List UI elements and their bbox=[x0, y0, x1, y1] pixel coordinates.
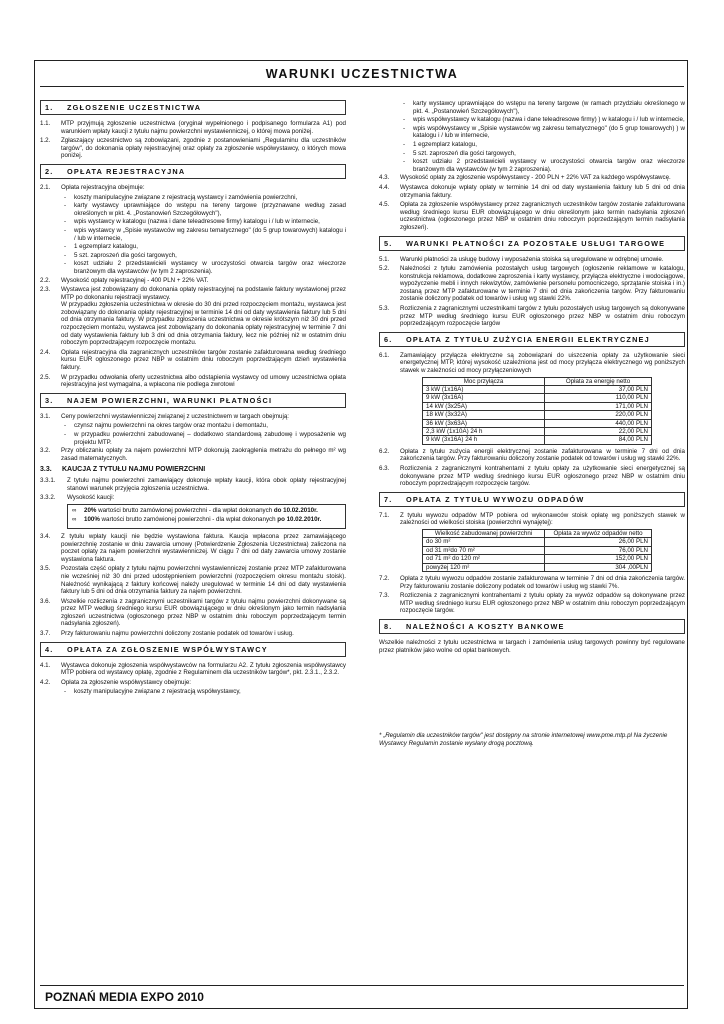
table-row bbox=[423, 394, 652, 402]
section-heading-1: 1. ZGŁOSZENIE UCZESTNICTWA bbox=[40, 100, 346, 115]
paragraph-7-2: 7.2. Opłata z tytułu wywozu odpadów zostanie zafakturowana w terminie 7 dni od dnia zakończenia targów. Przy fakturowaniu zostanie doliczony podatek od towarów i usług wg stawki 7%. bbox=[379, 575, 685, 590]
list-item: - wpis współwystawcy w katalogu (nazwa i dane teleadresowe firmy) ) w katalogu i / lub w internecie, bbox=[403, 116, 685, 124]
table-header-row bbox=[423, 377, 652, 385]
table-cell: 84,00 PLN bbox=[545, 436, 652, 444]
energy-table-body bbox=[423, 386, 652, 445]
table-row bbox=[423, 402, 652, 410]
footnote: * „Regulamin dla uczestników targów" jest dostępny na stronie internetowej www.pme.mtp.pl Na życzenie Wystawcy Regulamin zostanie wysłany drogą pocztową. bbox=[379, 732, 668, 747]
paragraph-2-3: 2.3. Wystawca jest zobowiązany do dokonania opłaty rejestracyjnej na podstawie faktury wystawionej przez MTP po dokonaniu rejestracji wystawcy. W przypadku zgłoszenia uczestnictwa w okresie do 30 dni przed rozpoczęciem montażu, wystawca jest zobowiązany do dokonania opłaty rejestracyjnej w terminie 14 dni od daty wystawienia faktury lub 5 dni od dnia otrzymania faktury. W przypadku zgłoszenia uczestnictwa w okresie krótszym niż 30 dni przed rozpoczęciem montażu, wystawca jest zobowiązany do dokonania opłaty rejestracyjnej w terminie 7 dni od daty wystawienia faktury lub 3 dni od dnia otrzymania faktury, lecz nie później niż w ostatnim dniu roboczym poprzedzającym rozpoczęcie montażu. bbox=[40, 286, 346, 347]
infinity-bullet-icon: ∞ bbox=[72, 506, 77, 514]
table-cell: do 30 m² bbox=[423, 538, 545, 546]
table-header: Wielkość zabudowanej powierzchni bbox=[423, 530, 545, 538]
paragraph-3-4: 3.4. Z tytułu wpłaty kaucji nie będzie wystawiona faktura. Kaucja wpłacona przez zamawiającego powierzchnię zostanie w dniu zawarcia umowy (Potwierdzenie Zgłoszenia Uczestnictwa) zaliczona na poczet opłaty za najem powierzchni wystawienniczej. W ciągu 7 dni od daty zawarcia umowy zostanie wystawiona faktura. bbox=[40, 532, 346, 563]
footer-title: POZNAŃ MEDIA EXPO 2010 bbox=[45, 990, 204, 1004]
table-cell: 9 kW (3x16A) 24 h bbox=[423, 436, 545, 444]
list-item: - 5 szt. zaproszeń dla gości targowych, bbox=[64, 251, 177, 259]
table-cell: 14 kW (3x25A) bbox=[423, 402, 545, 410]
table-row bbox=[423, 538, 652, 546]
table-header: Opłata za wywóz odpadów netto bbox=[545, 530, 652, 538]
table-header-row bbox=[423, 530, 652, 538]
section-heading-7: 7. OPŁATA Z TYTUŁU WYWOZU ODPADÓW bbox=[379, 492, 685, 507]
waste-fee-table bbox=[422, 529, 652, 572]
list-item: - koszty manipulacyjne związane z rejestracją współwystawcy, bbox=[64, 688, 241, 696]
table-cell: od 71 m² do 120 m² bbox=[423, 555, 545, 563]
paragraph-3-2: 3.2. Przy obliczaniu opłaty za najem powierzchni MTP dokonują zaokrąglenia metrażu do pełnego m² wg zasad matematycznych. bbox=[40, 447, 346, 462]
table-row bbox=[423, 428, 652, 436]
paragraph-3-6: 3.6. Wszelkie rozliczenia z zagranicznymi uczestnikami targów z tytułu najmu powierzchni dokonywane są przez MTP według średniego kursu EUR obowiązującego w dniu określonym jako termin nadsyłania zgłoszeń uczestnictwa (ogłoszonego przez NBP w ostatnim dniu roboczym poprzedzającym termin nadsyłania zgłoszeń). bbox=[40, 597, 346, 628]
table-cell: 76,00 PLN bbox=[545, 546, 652, 554]
table-cell: 18 kW (3x32A) bbox=[423, 411, 545, 419]
table-header: Moc przyłącza bbox=[423, 377, 545, 385]
list-item: - 1 egzemplarz katalogu, bbox=[64, 243, 138, 251]
paragraph-2-1: 2.1. Opłata rejestracyjna obejmuje: bbox=[40, 183, 145, 191]
right-column bbox=[379, 100, 685, 747]
deposit-row: ∞ 20% wartości brutto zamówionej powierzchni - dla wpłat dokonanych do 10.02.2010r. bbox=[72, 506, 318, 514]
section-heading-4: 4. OPŁATA ZA ZGŁOSZENIE WSPÓŁWYSTAWCY bbox=[40, 642, 346, 657]
paragraph-4-4: 4.4. Wystawca dokonuje wpłaty opłaty w terminie 14 dni od daty wystawienia faktury lub 5 dni od dnia otrzymania faktury. bbox=[379, 183, 685, 199]
table-cell: 304 ,00PLN bbox=[545, 563, 652, 571]
list-item: - karty wystawcy uprawniające do wstępu na tereny targowe (w ramach przydziału określonego w pkt. 4. „Postanowień Szczegółowych"), bbox=[403, 100, 685, 115]
deposit-row: ∞ 100% wartości brutto zamówionej powierzchni - dla wpłat dokonanych po 10.02.2010r. bbox=[72, 516, 322, 524]
table-cell: 110,00 PLN bbox=[545, 394, 652, 402]
table-cell: 171,00 PLN bbox=[545, 402, 652, 410]
paragraph-6-1: 6.1. Zamawiający przyłącza elektryczne są zobowiązani do uiszczenia opłaty za użytkowanie sieci energetycznej MTP, której wysokość uzależniona jest od mocy przyłącza elektrycznego wg poniższych stawek w zależności od mocy przyłączeniowych bbox=[379, 351, 685, 375]
paragraph-3-3-2: 3.3.2. Wysokość kaucji: bbox=[40, 494, 115, 502]
paragraph-4-1: 4.1. Wystawca dokonuje zgłoszenia współwystawców na formularzu A2. Z tytułu zgłoszenia współwystawcy MTP pobiera od wystawcy opłatę, zgodnie z Regulaminem dla uczestników targów*, pkt. 2.3.1., 2.3.2. bbox=[40, 661, 346, 677]
table-cell: powyżej 120 m² bbox=[423, 563, 545, 571]
table-cell: 220,00 PLN bbox=[545, 411, 652, 419]
table-cell: 22,00 PLN bbox=[545, 428, 652, 436]
list-item: - wpis wystawcy w katalogu (nazwa i dane teleadresowe firmy) katalogu i / lub w internecie, bbox=[64, 218, 320, 226]
table-cell: 37,00 PLN bbox=[545, 386, 652, 394]
table-cell: od 31 m²do 70 m² bbox=[423, 546, 545, 554]
footer-box bbox=[40, 985, 684, 1010]
paragraph-5-2: 5.2. Należności z tytułu zamówienia pozostałych usług targowych (ogłoszenie reklamowe w katalogu, konstrukcja reklamowa, dodatkowe zaproszenia i karty wystawcy, przyłącza elektryczne i wodociągowe, wypożyczenie mebli i innych rekwizytów, zamówienie personelu pomocniczego, sprzątanie stoiska i in.) zostaną przez MTP zafakturowane w terminie 7 dni od dnia zakończenia targów. Przy fakturowaniu zostanie doliczony podatek od towarów i usług wg stawki 22%. bbox=[379, 265, 685, 303]
section-heading-6: 6. OPŁATA Z TYTUŁU ZUŻYCIA ENERGII ELEKTRYCZNEJ bbox=[379, 332, 685, 347]
table-row bbox=[423, 411, 652, 419]
waste-table-body bbox=[423, 538, 652, 572]
table-row bbox=[423, 419, 652, 427]
paragraph-4-5: 4.5. Opłata za zgłoszenie współwystawcy przez zagranicznych uczestników targów zostanie zafakturowana według średniego kursu EUR obowiązującego w dniu określonym jako termin nadsyłania zgłoszeń uczestnictwa (ogłoszonego przez NBP w ostatnim dniu roboczym poprzedzającym termin nadsyłania zgłoszeń). bbox=[379, 201, 685, 231]
paragraph-3-5: 3.5. Pozostała część opłaty z tytułu najmu powierzchni wystawienniczej zostanie przez MTP zafakturowana nie wcześniej niż 30 dni przed udostępnieniem powierzchni (rozpoczęciem okresu montażu stoisk). Należność wynikającą z faktury końcowej należy uregulować w terminie 14 dni od daty wystawienia faktury lub 5 dni od dnia otrzymania faktury za najem powierzchni. bbox=[40, 565, 346, 596]
infinity-bullet-icon: ∞ bbox=[72, 516, 77, 524]
section-heading-3: 3. NAJEM POWIERZCHNI, WARUNKI PŁATNOŚCI bbox=[40, 393, 346, 408]
section-heading-2: 2. OPŁATA REJESTRACYJNA bbox=[40, 164, 346, 179]
table-row bbox=[423, 555, 652, 563]
paragraph-3-3-1: 3.3.1. Z tytułu najmu powierzchni zamawiający dokonuje wpłaty kaucji, która obok opłaty rejestracyjnej stanowi warunek przyjęcia zgłoszenia uczestnictwa. bbox=[40, 476, 346, 492]
deposit-box bbox=[67, 504, 346, 529]
table-cell: 3 kW (1x16A) bbox=[423, 386, 545, 394]
list-item: - w przypadku powierzchni zabudowanej – dodatkowo standardową zabudowę i wyposażenie wg projektu MTP. bbox=[64, 431, 346, 446]
list-item: - koszty manipulacyjne związane z rejestracją wystawcy i zamówienia powierzchni, bbox=[64, 193, 298, 201]
table-row bbox=[423, 386, 652, 394]
paragraph-1-1: 1.1. MTP przyjmują zgłoszenie uczestnictwa (oryginał wypełnionego i podpisanego formularza A1) pod warunkiem wpłaty kaucji z tytułu najmu powierzchni wystawienniczej, o której mowa poniżej. bbox=[40, 120, 346, 135]
paragraph-5-3: 5.3. Rozliczenia z zagranicznymi uczestnikami targów z tytułu pozostałych usług targowych są dokonywane przez MTP według średniego kursu EUR ogłoszonego przez NBP w ostatnim dniu roboczym poprzedzającym rozpoczęcie targów bbox=[379, 305, 685, 328]
paragraph-2-2: 2.2. Wysokość opłaty rejestracyjnej - 400 PLN + 22% VAT. bbox=[40, 276, 209, 284]
table-row bbox=[423, 563, 652, 571]
section-heading-5: 5. WARUNKI PŁATNOŚCI ZA POZOSTAŁE USŁUGI TARGOWE bbox=[379, 236, 685, 251]
paragraph-7-1: 7.1. Z tytułu wywozu odpadów MTP pobiera od wykonawców stoisk opłatę wg poniższych stawek w zależności od wielkości stoiska (powierzchni wynajętej): bbox=[379, 511, 685, 527]
list-item: - wpis współwystawcy w „Spisie wystawców wg zakresu tematycznego" (do 5 grup towarowych) ) w katalogu i / lub w internecie, bbox=[403, 124, 685, 140]
paragraph-2-4: 2.4. Opłata rejestracyjna dla zagranicznych uczestników targów zostanie zafakturowana według średniego kursu EUR ogłoszonego przez NBP w ostatnim dniu roboczym poprzedzającym dzień wystawienia faktury. bbox=[40, 348, 346, 372]
table-cell: 36 kW (3x63A) bbox=[423, 419, 545, 427]
paragraph-8: Wszelkie należności z tytułu uczestnictwa w targach i zamówienia usług targowych powinny być regulowane przez płatników jako wolne od opłat bankowych. bbox=[379, 639, 685, 654]
list-item: - karty wystawcy uprawniające do wstępu na tereny targowe (przyznawane według zasad określonych w pkt. 4. „Postanowień Szczegółowych"), bbox=[64, 202, 346, 217]
paragraph-6-3: 6.3. Rozliczenia z zagranicznymi kontrahentami z tytułu opłaty za użytkowanie sieci energetycznej są dokonywane przez MTP według średniego kursu EUR ogłoszonego przez NBP w ostatnim dniu roboczym poprzedzającym rozpoczęcie targów. bbox=[379, 465, 685, 488]
table-header: Opłata za energię netto bbox=[545, 377, 652, 385]
list-item: - 1 egzemplarz katalogu, bbox=[403, 140, 477, 148]
energy-fee-table bbox=[422, 377, 652, 445]
paragraph-1-2: 1.2. Zgłaszający uczestnictwo są zobowiązani, zgodnie z postanowieniami „Regulaminu dla uczestników targów", do dokonania opłaty rejestracyjnej oraz opłaty za zgłoszenie współwystawcy, o których mowa poniżej. bbox=[40, 137, 346, 160]
table-cell: 152,00 PLN bbox=[545, 555, 652, 563]
subsection-heading-3-3: 3.3. KAUCJA Z TYTUŁU NAJMU POWIERZCHNI bbox=[40, 466, 206, 474]
table-row bbox=[423, 436, 652, 444]
paragraph-4-3: 4.3. Wysokość opłaty za zgłoszenie współwystawcy - 200 PLN + 22% VAT za każdego współwystawcę. bbox=[379, 174, 671, 182]
list-item: - koszt udziału 2 przedstawicieli wystawcy w uroczystości otwarcia targów oraz wieczorze branżowym dla wystawców (w tym 2 zaproszenia). bbox=[64, 260, 346, 275]
paragraph-5-1: 5.1. Warunki płatności za usługę budowy i wyposażenia stoiska są uregulowane w odrębnej umowie. bbox=[379, 255, 664, 263]
paragraph-7-3: 7.3. Rozliczenia z zagranicznymi kontrahentami z tytułu opłaty za wywóz odpadów są dokonywane przez MTP według średniego kursu EUR ogłoszonego przez NBP w ostatnim dniu roboczym poprzedzającym rozpoczęcie targów. bbox=[379, 592, 685, 615]
table-cell: 440,00 PLN bbox=[545, 419, 652, 427]
paragraph-2-5: 2.5. W przypadku odwołania oferty uczestnictwa albo odstąpienia wystawcy od umowy uczestnictwa opłata rejestracyjna jest wymagalna, a wpłacona nie podlega zwrotowi bbox=[40, 373, 346, 389]
left-column bbox=[40, 96, 346, 697]
paragraph-3-7: 3.7. Przy fakturowaniu najmu powierzchni doliczony zostanie podatek od towarów i usług. bbox=[40, 630, 294, 638]
table-cell: 26,00 PLN bbox=[545, 538, 652, 546]
list-item: - czynsz najmu powierzchni na okres targów oraz montażu i demontażu, bbox=[64, 422, 268, 430]
table-cell: 9 kW (3x16A) bbox=[423, 394, 545, 402]
paragraph-4-2: 4.2. Opłata za zgłoszenie współwystawcy obejmuje: bbox=[40, 678, 191, 686]
list-item: - wpis wystawcy w „Spisie wystawców wg zakresu tematycznego" (do 5 grup towarowych) katalogu i / lub w internecie, bbox=[64, 226, 346, 242]
paragraph-3-1: 3.1. Ceny powierzchni wystawienniczej związanej z uczestnictwem w targach obejmują: bbox=[40, 412, 290, 420]
table-row bbox=[423, 546, 652, 554]
page-title: WARUNKI UCZESTNICTWA bbox=[265, 67, 459, 81]
list-item: - koszt udziału 2 przedstawicieli wystawcy w uroczystości otwarcia targów oraz wieczorze branżowym dla wystawców (w tym 2 zaproszenia). bbox=[403, 158, 685, 173]
title-box bbox=[40, 60, 684, 87]
section-heading-8: 8. NALEŻNOŚCI A KOSZTY BANKOWE bbox=[379, 619, 685, 634]
paragraph-6-2: 6.2. Opłata z tytułu zużycia energii elektrycznej zostanie zafakturowana w terminie 7 dni od dnia zakończenia targów. Przy fakturowaniu doliczony zostanie podatek od towarów i usług wg stawki 22%. bbox=[379, 447, 685, 463]
table-cell: 2,3 kW (1x10A) 24 h bbox=[423, 428, 545, 436]
list-item: - 5 szt. zaproszeń dla gości targowych, bbox=[403, 149, 516, 157]
